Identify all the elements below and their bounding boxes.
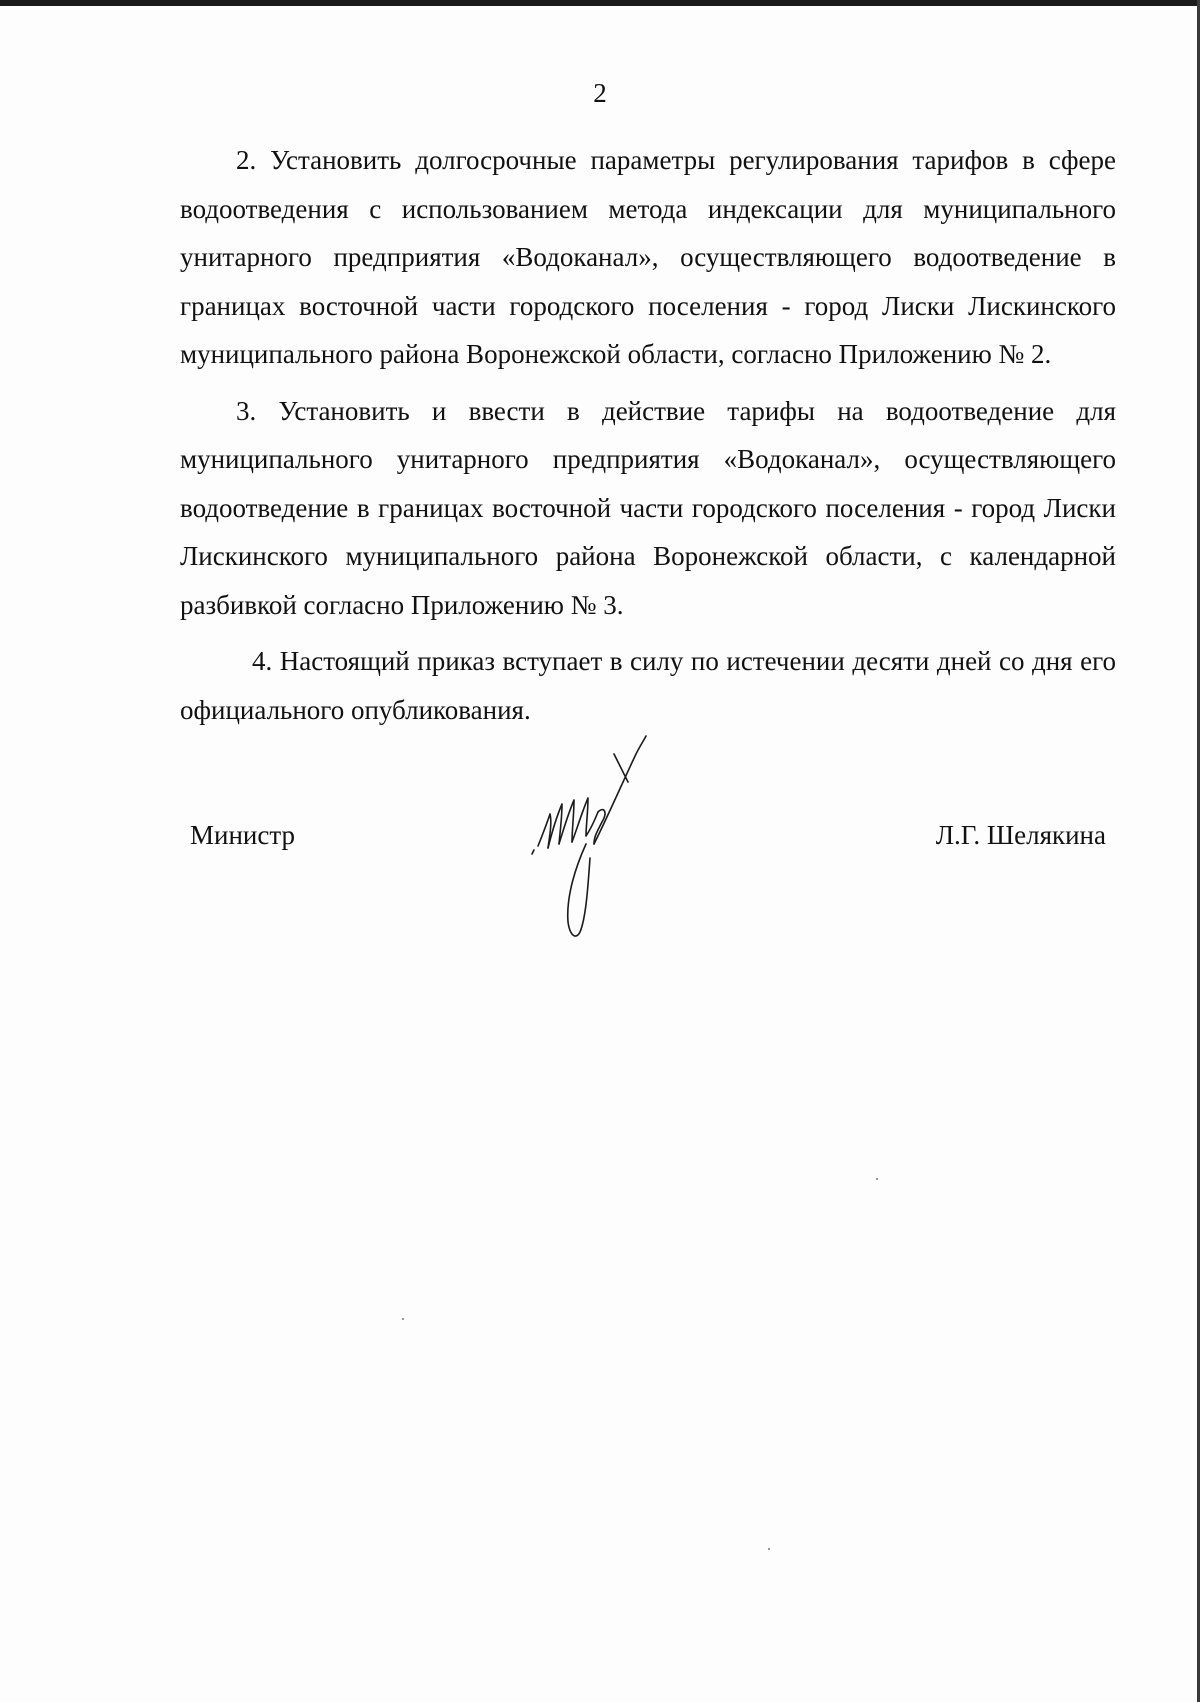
scan-speck — [876, 1178, 878, 1180]
paragraph-3: 3. Установить и ввести в действие тарифы на водоотведение для муниципального унитарного предприятия «Водоканал», осуществляющего водоотведение в границах восточной части городского поселения - город Лиски Лискинского муниципального района Воронежской области, с календарной разбивкой согласно Приложению № 3. — [180, 395, 1116, 620]
handwritten-signature-icon — [528, 726, 688, 946]
paragraph-2: 2. Установить долгосрочные параметры регулирования тарифов в сфере водоотведения с использованием метода индексации для муниципального унитарного предприятия «Водоканал», осуществляющего водоотведение в границах восточной части городского поселения - город Лиски Лискинского муниципального района Воронежской области, согласно Приложению № 2. — [180, 145, 1116, 369]
scan-speck — [402, 1318, 404, 1320]
scan-border-top — [0, 0, 1200, 6]
document-body — [180, 136, 1116, 742]
page-number: 2 — [593, 78, 607, 108]
scan-speck — [768, 1548, 770, 1550]
signatory-name: Л.Г. Шелякина — [935, 820, 1106, 850]
signatory-title: Министр — [190, 820, 295, 850]
paragraph-4: 4. Настоящий приказ вступает в силу по истечении десяти дней со дня его официального опубликования. — [180, 646, 1116, 725]
